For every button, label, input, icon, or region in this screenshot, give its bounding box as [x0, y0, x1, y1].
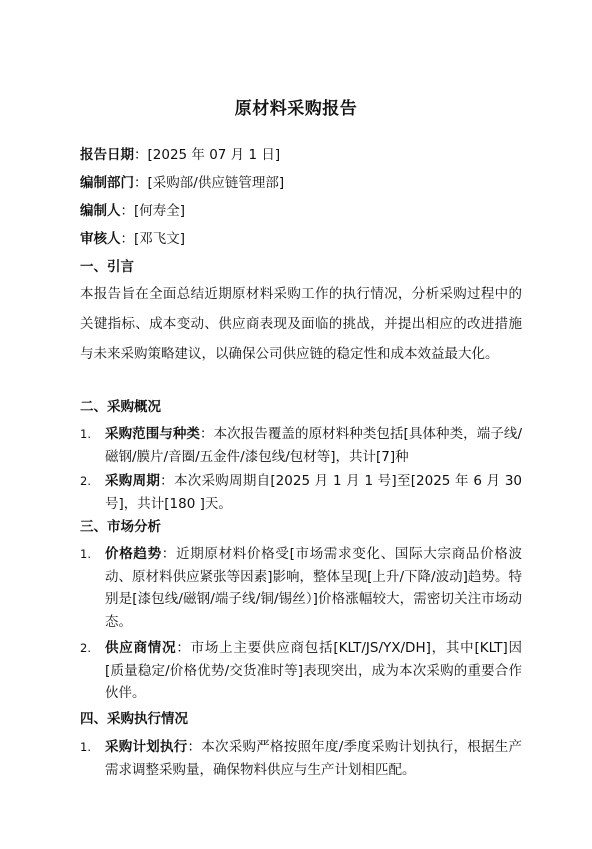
list-item-label: 供应商情况 [105, 640, 177, 656]
meta-separator: ： [134, 147, 148, 163]
section-heading-intro: 一、引言 [80, 259, 134, 275]
meta-value: [采购部/供应链管理部] [147, 175, 285, 191]
list-item-body [105, 470, 522, 515]
meta-separator: ： [120, 203, 134, 219]
list-item-separator: ： [200, 426, 214, 442]
list-item-label: 采购范围与种类 [105, 426, 200, 442]
list-item-body [105, 637, 522, 705]
meta-label: 编制人 [80, 203, 121, 219]
list-item-text: 本次采购周期自[2025 月 1 月 1 号]至[2025 年 6 月 30 号]，共计[180 ]天。 [105, 473, 523, 512]
list-item-text: 本次采购严格按照年度/季度采购计划执行，根据生产需求调整采购量，确保物料供应与生产计划相匹配。 [105, 739, 522, 778]
meta-value: [2025 年 07 月 1 日] [147, 147, 281, 163]
list-item-body [105, 736, 522, 781]
list-item-text: 本次报告覆盖的原材料种类包括[具体种类，端子线/磁钢/膜片/音圈/五金件/漆包线/包材等]，共计[7]种 [105, 426, 523, 465]
meta-label: 编制部门 [80, 175, 134, 191]
meta-label: 审核人 [80, 231, 121, 247]
section-heading-overview: 二、采购概况 [80, 399, 161, 415]
meta-separator: ： [134, 175, 148, 191]
section-heading-execution: 四、采购执行情况 [80, 711, 188, 727]
list-item [80, 543, 522, 633]
list-item-body [105, 543, 522, 633]
meta-report-date [80, 145, 280, 165]
list-item-label: 采购计划执行 [105, 739, 188, 755]
list-item-separator: ： [161, 546, 176, 562]
intro-paragraph: 本报告旨在全面总结近期原材料采购工作的执行情况，分析采购过程中的关键指标、成本变动、供应商表现及面临的挑战，并提出相应的改进措施与未来采购策略建议，以确保公司供应链的稳定性和成本效益最大化。 [80, 286, 522, 362]
list-item-text: 近期原材料价格受[市场需求变化、国际大宗商品价格波动、原材料供应紧张等因素]影响，整体呈现[上升/下降/波动]趋势。特别是[漆包线/磁钢/端子线/铜/锡丝）]价格涨幅较大，需密切关注市场动态。 [105, 546, 522, 630]
list-item-body [105, 423, 522, 468]
report-title: 原材料采购报告 [234, 99, 358, 119]
meta-separator: ： [120, 231, 134, 247]
list-item-label: 采购周期 [105, 473, 161, 489]
meta-department [80, 173, 284, 193]
meta-value: [何寿全] [134, 203, 186, 219]
list-number: 1. [80, 740, 91, 754]
list-item-separator: ： [187, 739, 202, 755]
list-item [80, 637, 522, 705]
list-item [80, 423, 522, 468]
section-heading-market: 三、市场分析 [80, 519, 161, 535]
list-item-separator: ： [160, 473, 174, 489]
list-number: 1. [80, 427, 91, 441]
list-item [80, 736, 522, 781]
list-number: 2. [80, 474, 91, 488]
list-item-label: 价格趋势 [105, 546, 162, 562]
list-number: 2. [80, 641, 91, 655]
list-item-separator: ： [176, 640, 191, 656]
meta-author [80, 201, 185, 221]
meta-value: [邓飞文] [134, 231, 186, 247]
list-item [80, 470, 522, 515]
list-number: 1. [80, 547, 91, 561]
meta-label: 报告日期 [80, 147, 134, 163]
list-item-text: 市场上主要供应商包括[KLT/JS/YX/DH]，其中[KLT]因[质量稳定/价格优势/交货准时等]表现突出，成为本次采购的重要合作伙伴。 [105, 640, 523, 701]
meta-reviewer [80, 229, 185, 249]
